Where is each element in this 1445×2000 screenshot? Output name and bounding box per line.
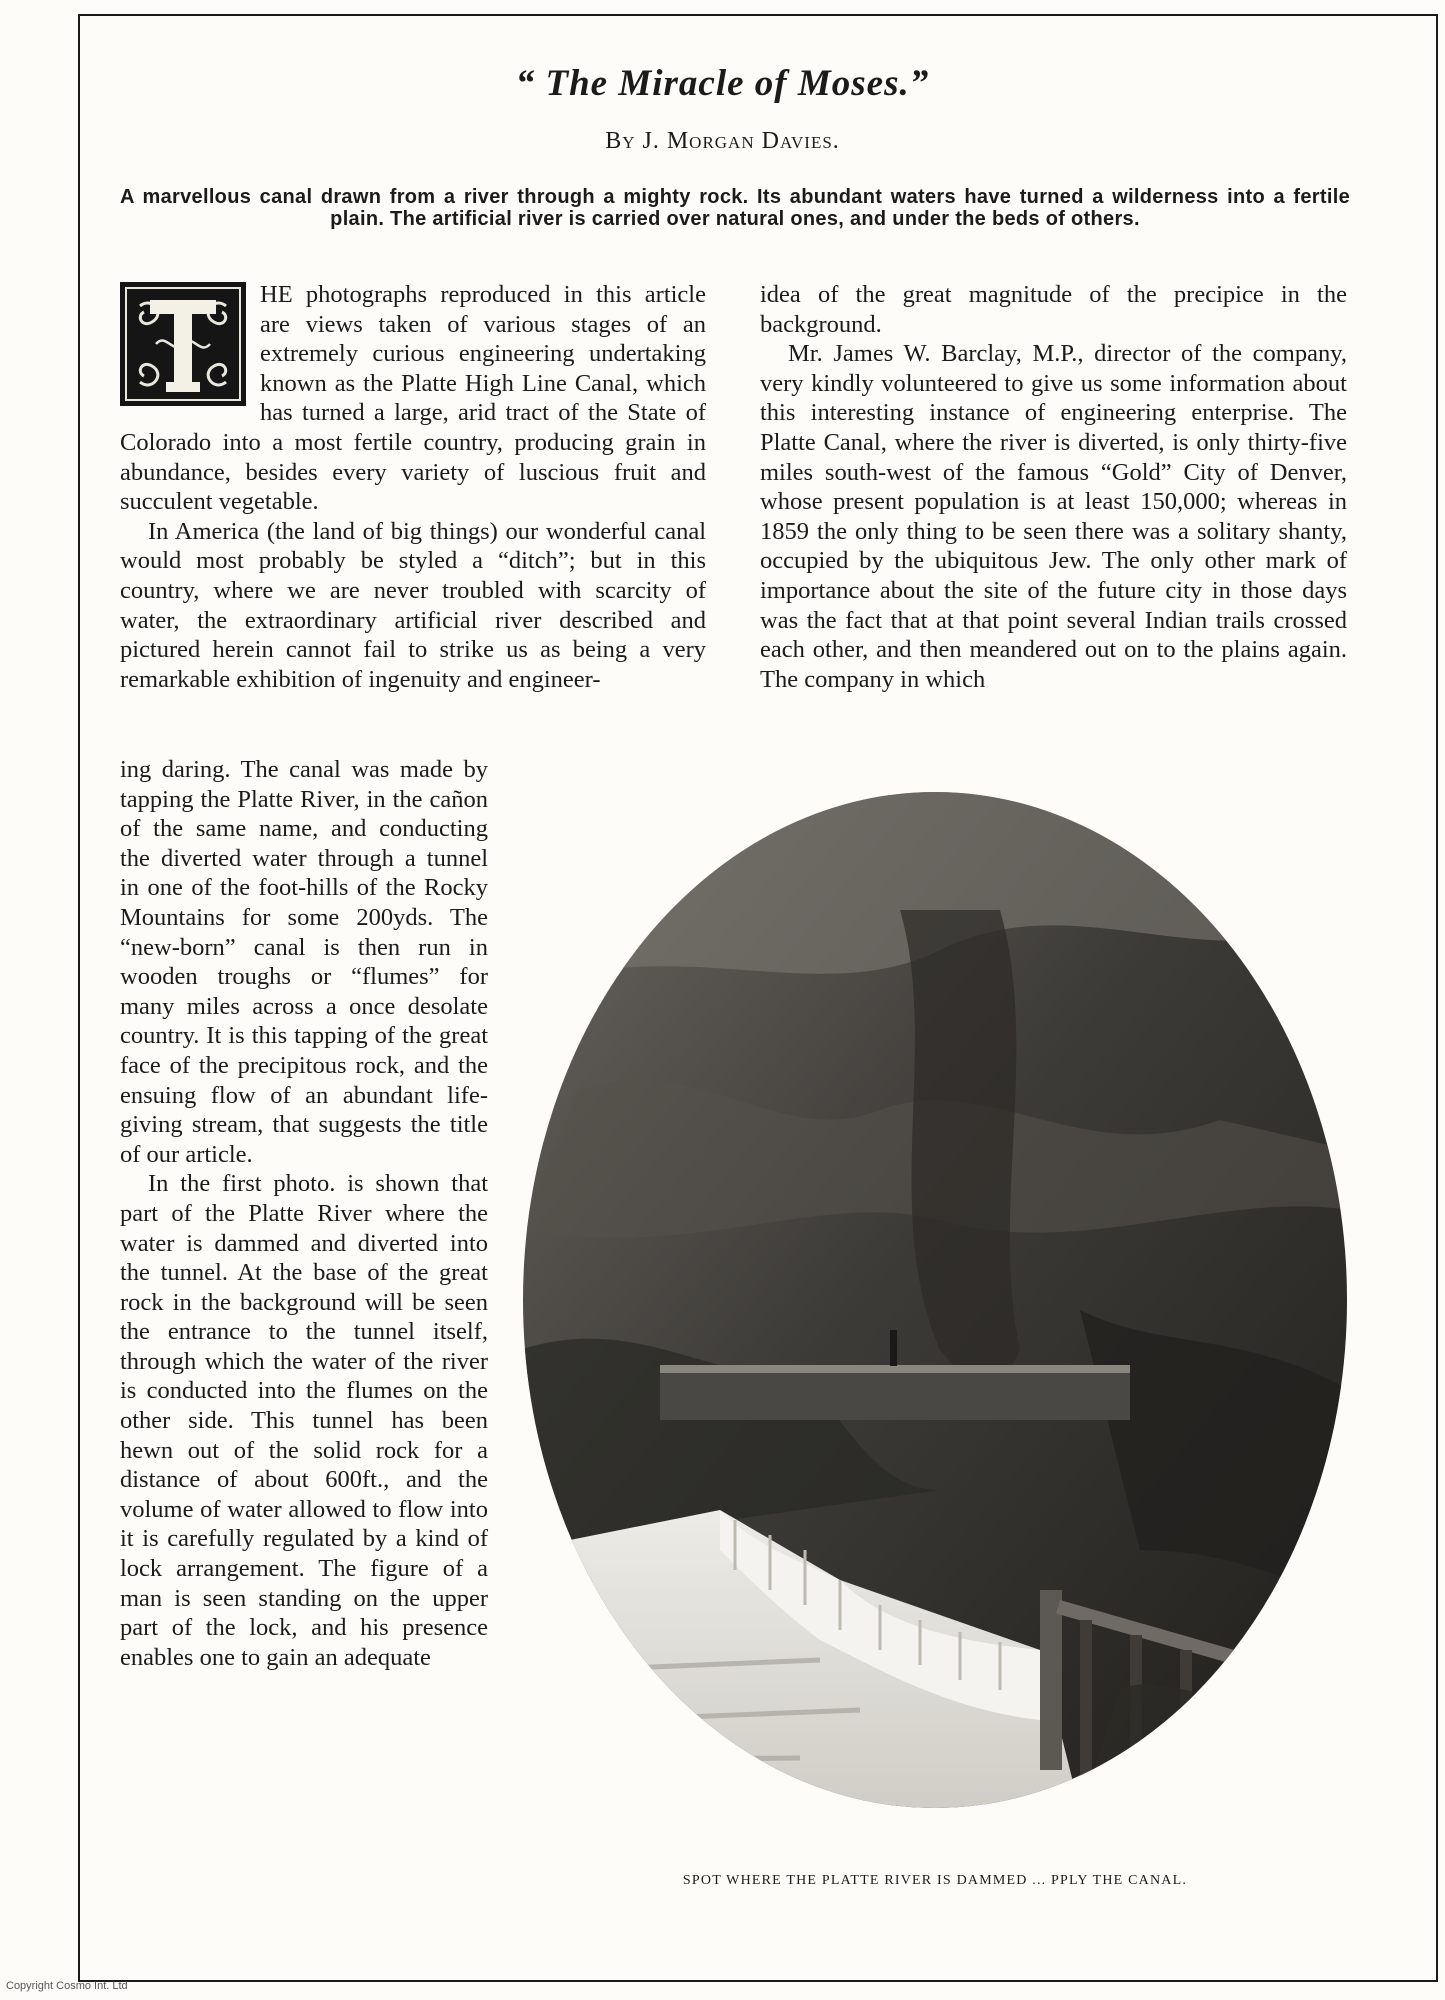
paragraph-3: In the first photo. is shown that part of the Platte River where the water is dammed and diverted into the tunnel. At the base of the great rock in the background will be seen the entrance to the tunnel itself, through which the water of the river is conducted into the flumes on the other side. This tunnel has been hewn out of the solid rock for a distance of about 600ft., and the volume of water allowed to flow into it is carefully regulated by a kind of lock arrangement. The figure of a man is seen standing on the upper part of the lock, and his presence enables one to gain an adequate [120,1170,488,1671]
paragraph-3-continued: idea of the great magnitude of the precipice in the background. [760,281,1347,338]
paragraph-2: In America (the land of big things) our wonderful canal would most probably be styled a “ditch”; but in this country, where we are never troubled with scarcity of water, the extraordinary artificial river described and pictured herein cannot fail to strike us as being a very remarkable exhibition of ingenuity and engineer- [120,517,706,693]
byline-prefix: By [605,128,636,154]
paragraph-1: HE photographs reproduced in this article are views taken of various stages of an extremely curious engineering undertaking known as the Platte High Line Canal, which has turned a large, arid tract of the State of Colorado into a most fertile country, producing grain in abundance, besides every variety of luscious fruit and succulent vegetable. [120,281,706,516]
left-column-narrow [120,755,488,1672]
photo-caption: SPOT WHERE THE PLATTE RIVER IS DAMMED ... PPLY THE CANAL. [682,1873,1188,1888]
copyright-watermark: Copyright Cosmo Int. Ltd [6,1980,128,1992]
left-column-top [120,280,706,694]
article-title: “ The Miracle of Moses.” [515,63,930,104]
dam-photograph [520,790,1350,1810]
article-deck: A marvellous canal drawn from a river through a mighty rock. Its abundant waters have turned a wilderness into a fertile plain. The artificial river is carried over natural ones, and under the beds of others. [120,186,1350,230]
byline-author: J. Morgan Davies. [642,128,840,154]
paragraph-4: Mr. James W. Barclay, M.P., director of the company, very kindly volunteered to give us some information about this interesting instance of engineering enterprise. The Platte Canal, where the river is diverted, is only thirty-five miles south-west of the famous “Gold” City of Denver, whose present population is at least 150,000; whereas in 1859 the only thing to be seen there was a solitary shanty, occupied by the ubiquitous Jew. The only other mark of importance about the site of the future city in those days was the fact that at that point several Indian trails crossed each other, and then meandered out on to the plains again. The company in which [760,340,1347,693]
right-column [760,280,1347,694]
dropcap-letter-icon [120,282,246,406]
paragraph-2-continued: ing daring. The canal was made by tapping the Platte River, in the cañon of the same name, and conducting the diverted water through a tunnel in one of the foot-hills of the Rocky Mountains for some 200yds. The “new-born” canal is then run in wooden troughs or “flumes” for many miles across a once desolate country. It is this tapping of the great face of the precipitous rock, and the ensuing flow of an abundant life-giving stream, that suggests the title of our article. [120,756,488,1168]
byline [0,128,1445,155]
